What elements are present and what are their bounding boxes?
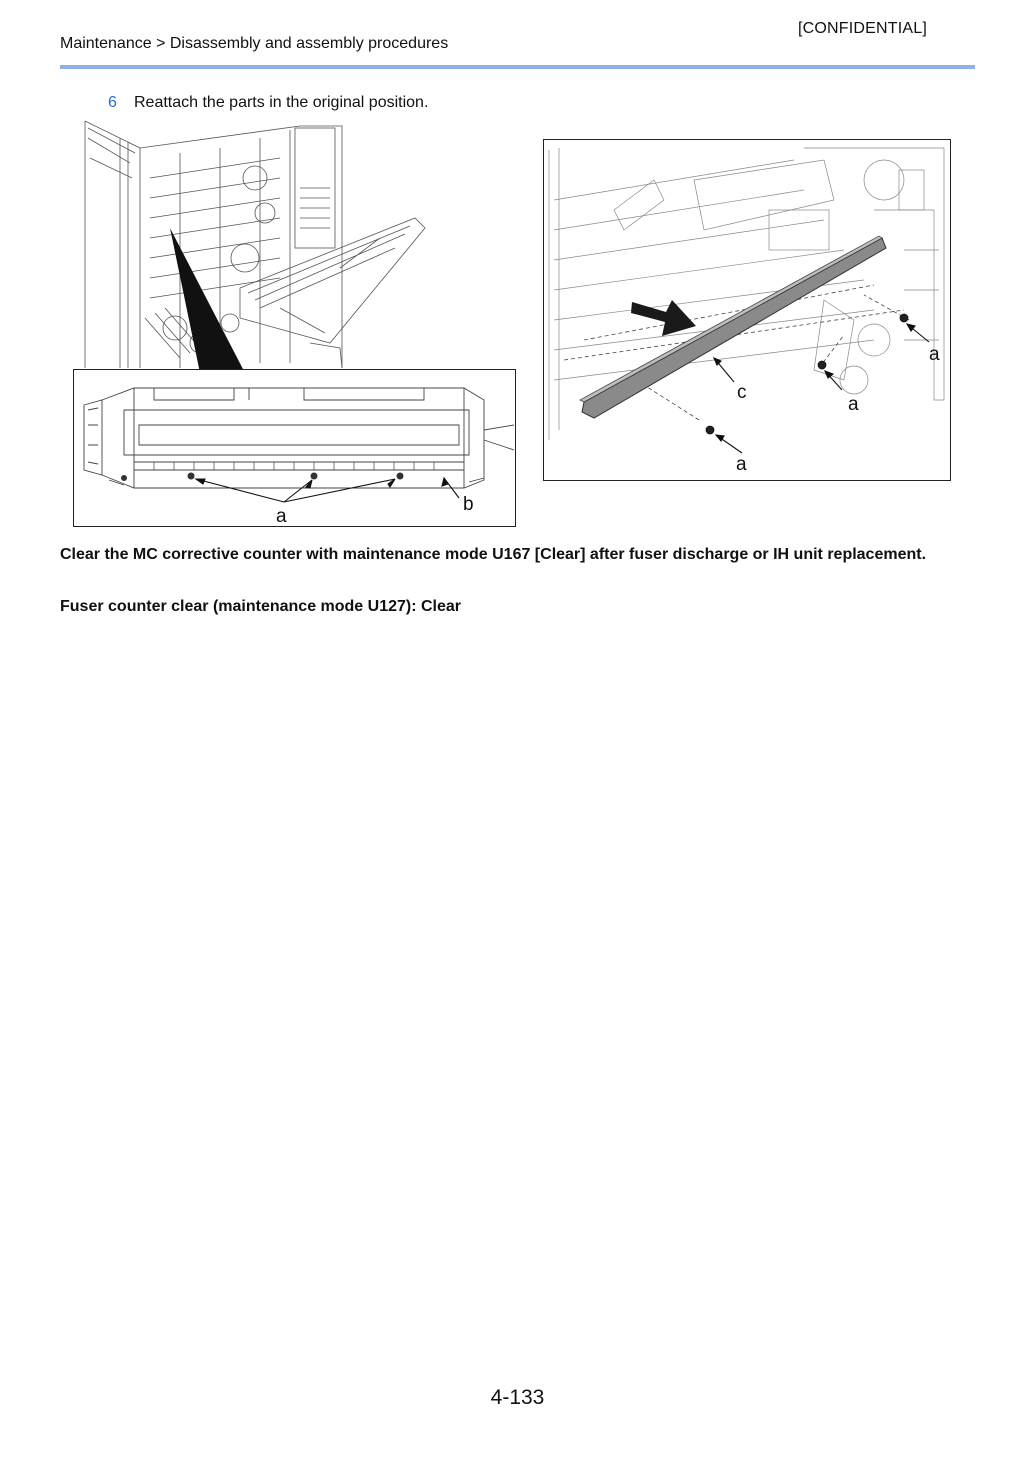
step-text: Reattach the parts in the original position. bbox=[134, 94, 429, 111]
machine-illustration bbox=[80, 118, 440, 373]
screw-marker bbox=[397, 473, 404, 480]
note-fuser-counter: Fuser counter clear (maintenance mode U127): Clear bbox=[60, 598, 462, 615]
screw-marker bbox=[188, 473, 195, 480]
breadcrumb: Maintenance > Disassembly and assembly procedures bbox=[60, 35, 449, 52]
label-a-screws: a bbox=[276, 506, 287, 527]
machine-drawing bbox=[80, 118, 440, 373]
fuser-unit-callout bbox=[73, 369, 516, 527]
screw-marker bbox=[311, 473, 318, 480]
step-number: 6 bbox=[108, 94, 117, 111]
label-c-cleaner: c bbox=[737, 382, 747, 403]
direction-arrow-icon bbox=[631, 300, 696, 336]
cleaner-bar-drawing bbox=[544, 140, 949, 479]
page-number: 4-133 bbox=[490, 1386, 545, 1409]
fuser-unit-drawing bbox=[74, 370, 514, 525]
screw-icon bbox=[706, 426, 714, 434]
note-mc-counter: Clear the MC corrective counter with maintenance mode U167 [Clear] after fuser discharge or IH unit replacement. bbox=[60, 546, 927, 563]
confidential-label: [CONFIDENTIAL] bbox=[798, 20, 928, 37]
label-a-right-top: a bbox=[929, 344, 940, 365]
label-a-right-bottom: a bbox=[736, 454, 747, 475]
screw-icon bbox=[818, 361, 826, 369]
header-divider bbox=[60, 65, 975, 69]
label-b-fuser: b bbox=[463, 494, 474, 515]
screw-icon bbox=[900, 314, 908, 322]
label-a-right-middle: a bbox=[848, 394, 859, 415]
cleaner-bar-illustration bbox=[543, 139, 951, 481]
